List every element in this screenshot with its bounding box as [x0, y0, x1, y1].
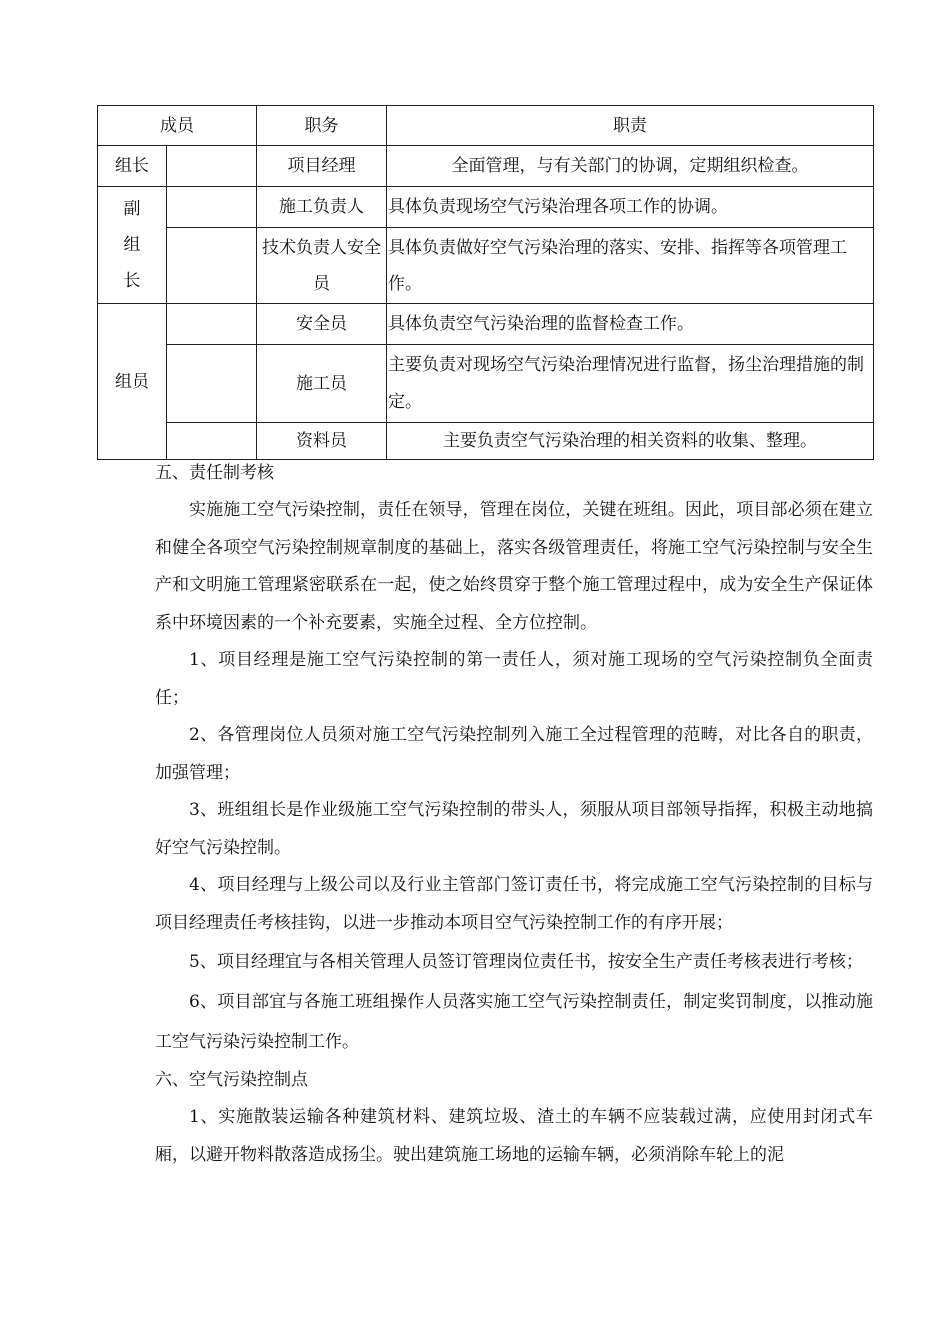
duty-cell: 主要负责对现场空气污染治理情况进行监督，扬尘治理措施的制定。 — [387, 345, 874, 423]
group-deputy-char: 长 — [123, 271, 141, 291]
table-row — [98, 228, 874, 304]
list-item: 4、项目经理与上级公司以及行业主管部门签订责任书，将完成施工空气污染控制的目标与项目经理责任考核挂钩，以进一步推动本项目空气污染控制工作的有序开展； — [155, 875, 873, 933]
paragraph: 实施施工空气污染控制，责任在领导，管理在岗位，关键在班组。因此，项目部必须在建立和健全各项空气污染控制规章制度的基础上，落实各级管理责任，将施工空气污染控制与安全生产和文明施工管理紧密联系在一起，使之始终贯穿于整个施工管理过程中，成为安全生产保证体系中环境因素的一个补充要素，实施全过程、全方位控制。 — [155, 500, 873, 633]
table-row — [98, 423, 874, 460]
list-item: 6、项目部宜与各施工班组操作人员落实施工空气污染控制责任，制定奖罚制度，以推动施工空气污染污染控制工作。 — [155, 992, 873, 1052]
table-row — [98, 187, 874, 228]
list-item: 2、各管理岗位人员须对施工空气污染控制列入施工全过程管理的范畴，对比各自的职责，加强管理； — [155, 725, 873, 783]
name-cell — [167, 423, 257, 460]
list-item: 5、项目经理宜与各相关管理人员签订管理岗位责任书，按安全生产责任考核表进行考核； — [189, 952, 863, 972]
table-row — [98, 146, 874, 187]
table-row — [98, 304, 874, 345]
list-item: 3、班组组长是作业级施工空气污染控制的带头人，须服从项目部领导指挥，积极主动地搞好空气污染控制。 — [155, 800, 873, 858]
group-members: 组员 — [98, 304, 167, 460]
position-cell: 施工员 — [257, 345, 387, 423]
body-text — [155, 458, 873, 1174]
header-member: 成员 — [98, 106, 257, 146]
position-cell: 资料员 — [257, 423, 387, 460]
name-cell — [167, 304, 257, 345]
header-duty: 职责 — [387, 106, 874, 146]
table-row — [98, 345, 874, 423]
group-deputy — [98, 187, 167, 304]
position-cell: 技术负责人安全员 — [257, 228, 387, 304]
duty-cell: 具体负责空气污染治理的监督检查工作。 — [387, 304, 874, 345]
section-heading: 五、责任制考核 — [155, 463, 274, 483]
list-item: 1、实施散装运输各种建筑材料、建筑垃圾、渣土的车辆不应装载过满，应使用封闭式车厢，以避开物料散落造成扬尘。驶出建筑施工场地的运输车辆，必须消除车轮上的泥 — [155, 1107, 873, 1165]
group-deputy-char: 组 — [123, 235, 141, 255]
group-deputy-char: 副 — [123, 199, 141, 219]
position-cell: 项目经理 — [257, 146, 387, 187]
section-heading: 六、空气污染控制点 — [155, 1070, 308, 1090]
position-cell: 施工负责人 — [257, 187, 387, 228]
name-cell — [167, 345, 257, 423]
position-cell: 安全员 — [257, 304, 387, 345]
responsibility-table — [97, 105, 874, 460]
group-leader: 组长 — [98, 146, 167, 187]
duty-cell: 全面管理，与有关部门的协调，定期组织检查。 — [387, 146, 874, 187]
duty-cell: 具体负责现场空气污染治理各项工作的协调。 — [387, 187, 874, 228]
header-position: 职务 — [257, 106, 387, 146]
name-cell — [167, 146, 257, 187]
duty-cell: 具体负责做好空气污染治理的落实、安排、指挥等各项管理工作。 — [387, 228, 874, 304]
name-cell — [167, 228, 257, 304]
duty-cell: 主要负责空气污染治理的相关资料的收集、整理。 — [387, 423, 874, 460]
list-item: 1、项目经理是施工空气污染控制的第一责任人，须对施工现场的空气污染控制负全面责任； — [155, 650, 873, 708]
name-cell — [167, 187, 257, 228]
table-header-row — [98, 106, 874, 146]
